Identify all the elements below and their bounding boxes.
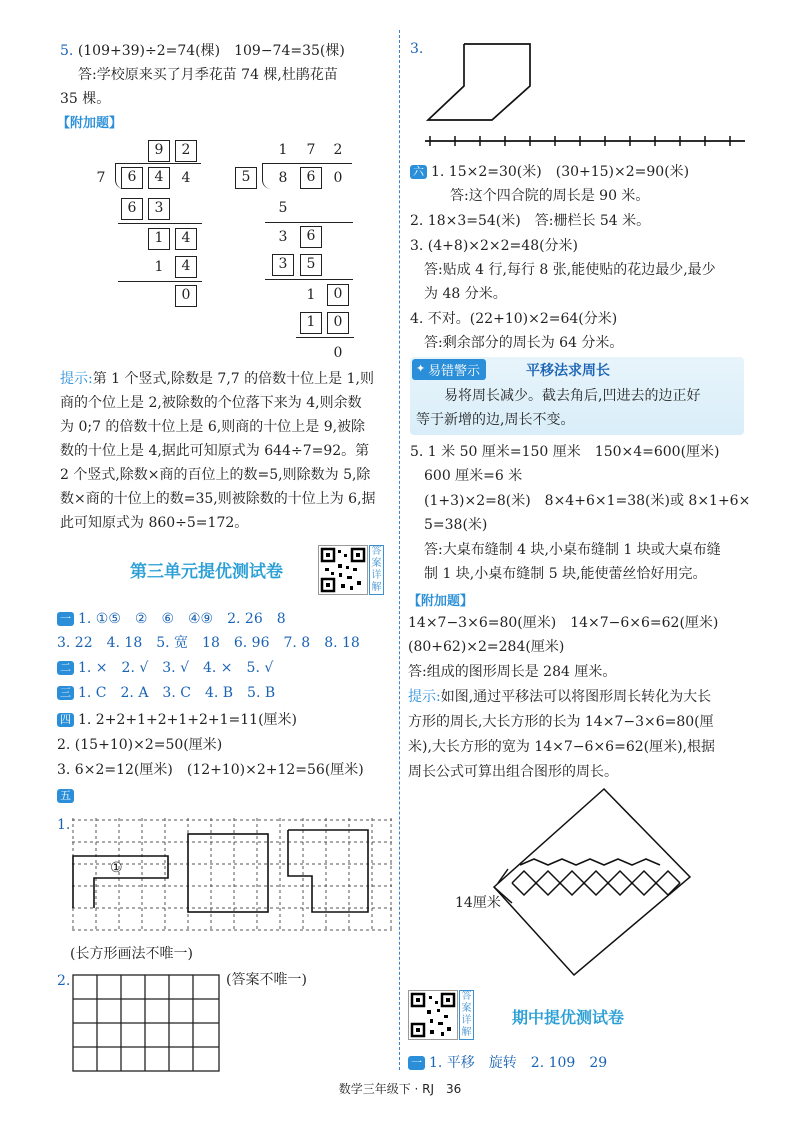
digit-box: 4: [175, 228, 197, 250]
s4-line3: 3. 6×2=12(厘米) (12+10)×2+12=56(厘米): [57, 762, 364, 778]
r5e: 制 1 块,小桌布缝制 5 块,能使蕾丝恰好用完。: [424, 566, 707, 582]
r4: 4. 不对。(22+10)×2=64(分米): [410, 311, 618, 327]
s5-q1-num: 1.: [57, 817, 71, 833]
answer-detail-tag: 答 案 详 解: [459, 990, 474, 1040]
square-grid: [72, 974, 222, 1074]
r3-answer-1: 答:贴成 4 行,每行 8 张,能使贴的花边最少,最少: [424, 262, 716, 278]
rotated-rectangle-figure: [490, 785, 700, 980]
r2: 2. 18×3=54(米) 答:栅栏长 54 米。: [410, 213, 651, 229]
warning-title: 平移法求周长: [526, 363, 610, 379]
r1-answer: 答:这个四合院的周长是 90 米。: [450, 188, 650, 204]
tip-line: 2 个竖式,除数×商的百位上的数=5,则除数为 5,除: [60, 467, 371, 483]
digit-box: 6: [300, 167, 322, 189]
digit-box: 3: [272, 254, 294, 276]
digit-box: 0: [175, 285, 197, 307]
f3: 答:组成的图形周长是 284 厘米。: [408, 664, 617, 680]
digit-box: 0: [327, 312, 349, 334]
q5-line2: 答:学校原来买了月季花苗 74 棵,杜鹃花苗: [78, 67, 338, 83]
last-line: 一 1. 平移 旋转 2. 109 29: [408, 1054, 607, 1072]
q5-line3: 35 棵。: [60, 91, 111, 107]
answer-detail-tag: 答 案 详 解: [369, 545, 384, 595]
s4-line2: 2. (15+10)×2=50(厘米): [57, 737, 223, 753]
tip-line-right: 方形的周长,大长方形的长为 14×7−3×6=80(厘: [408, 714, 714, 730]
q3-num: 3.: [410, 41, 424, 57]
digit-box: 0: [327, 284, 349, 306]
s1-line1: 一 1. ①⑤ ② ⑥ ④⑨ 2. 26 8: [57, 610, 286, 628]
r5c: 5=38(米): [424, 517, 488, 533]
f2: (80+62)×2=284(厘米): [408, 639, 565, 655]
bulb-icon: ✦: [416, 362, 426, 375]
q5-line1: 5. (109+39)÷2=74(棵) 109−74=35(棵): [60, 43, 345, 59]
tip-line: 商的个位上是 2,被除数的个位落下来为 4,则余数: [60, 395, 362, 411]
tip-line: 为 0;7 的倍数十位上是 6,则商的十位上是 9,被除: [60, 419, 366, 435]
r4-answer: 答:剩余部分的周长为 64 分米。: [424, 335, 624, 351]
s4-line1: 四 1. 2+2+1+2+1+2+1=11(厘米): [57, 711, 297, 729]
digit-box: 1: [148, 228, 170, 250]
grid-mark: ①: [110, 860, 123, 876]
digit-box: 5: [300, 254, 322, 276]
warning-line2: 等于新增的边,周长不变。: [416, 412, 575, 428]
unit-title: 第三单元提优测试卷: [130, 562, 283, 582]
divisor: 7: [96, 170, 106, 186]
fujia-label: 【附加题】: [57, 116, 123, 131]
r5d: 答:大桌布缝制 4 块,小桌布缝制 1 块或大桌布缝: [424, 542, 721, 558]
s5-badge: 五: [57, 787, 78, 805]
digit-box: 5: [235, 167, 257, 189]
tip-line: 此可知原式为 860÷5=172。: [60, 515, 249, 531]
r3-answer-2: 为 48 分米。: [424, 286, 507, 302]
qr-code[interactable]: [408, 990, 458, 1040]
s2-line: 二 1. × 2. √ 3. √ 4. × 5. √: [57, 659, 273, 677]
error-warning-box: [410, 357, 744, 435]
tip-line: 提示:第 1 个竖式,除数是 7,7 的倍数十位上是 1,则: [60, 371, 374, 387]
midterm-title: 期中提优测试卷: [512, 1008, 625, 1027]
page-footer: 数学三年级下 · RJ 36: [338, 1082, 462, 1096]
digit-box: 6: [121, 167, 143, 189]
s1-line2: 3. 22 4. 18 5. 宽 18 6. 96 7. 8 8. 18: [57, 635, 360, 651]
tip-line-right: 周长公式可算出组合图形的周长。: [408, 764, 618, 780]
grid-note: (长方形画法不唯一): [70, 946, 193, 962]
qr-code[interactable]: [318, 545, 368, 595]
digit-box: 1: [300, 312, 322, 334]
warning-line1: 易将周长减少。截去角后,凹进去的边正好: [444, 388, 701, 404]
digit-box: 4: [148, 167, 170, 189]
s3-line: 三 1. C 2. A 3. C 4. B 5. B: [57, 684, 275, 702]
r1: 六 1. 15×2=30(米) (30+15)×2=90(米): [410, 163, 689, 181]
digit-box: 3: [148, 198, 170, 220]
column-divider: [399, 30, 400, 1070]
digit-box: 2: [175, 140, 197, 162]
s5-q2-num: 2.: [57, 973, 71, 989]
dotted-grid: [72, 818, 394, 938]
f1: 14×7−3×6=80(厘米) 14×7−6×6=62(厘米): [408, 615, 719, 631]
r5a: 600 厘米=6 米: [424, 468, 523, 484]
shape-figure: [420, 38, 750, 153]
digit-box: 9: [148, 140, 170, 162]
fujia-label-right: 【附加题】: [408, 594, 474, 609]
tip-line: 数的十位上是 4,据此可知原式为 644÷7=92。第: [60, 443, 370, 459]
square-grid-note: (答案不唯一): [226, 972, 307, 988]
r5b: (1+3)×2=8(米) 8×4+6×1=38(米)或 8×1+6×: [424, 493, 751, 509]
r3: 3. (4+8)×2×2=48(分米): [410, 238, 579, 254]
tip-line: 数×商的十位上的数=35,则被除数的十位上为 6,据: [60, 491, 376, 507]
digit-box: 6: [121, 198, 143, 220]
figure-label: 14厘米: [455, 895, 501, 911]
tip-line-right: 米),大长方形的宽为 14×7−6×6=62(厘米),根据: [408, 739, 716, 755]
warning-tag: 易错警示: [412, 359, 486, 380]
tip-line-right: 提示:如图,通过平移法可以将图形周长转化为大长: [408, 689, 712, 705]
r5: 5. 1 米 50 厘米=150 厘米 150×4=600(厘米): [410, 444, 720, 460]
digit-box: 6: [300, 226, 322, 248]
digit-box: 4: [175, 256, 197, 278]
